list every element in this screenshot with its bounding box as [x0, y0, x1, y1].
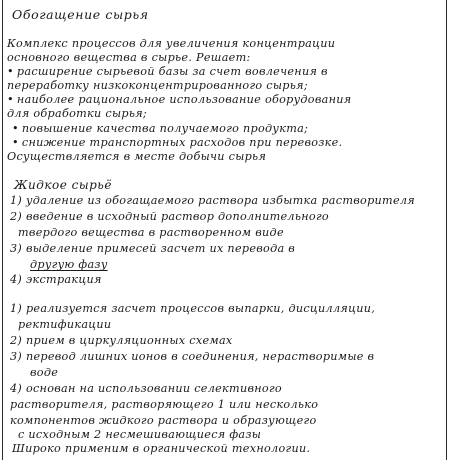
detail-line: ректификации — [18, 318, 112, 331]
intro-line: Комплекс процессов для увеличения концентрации — [7, 37, 336, 50]
liquid-heading: Жидкое сырьё — [14, 178, 112, 192]
intro-line: основного вещества в сырье. Решает: — [7, 51, 251, 64]
intro-bullet: • снижение транспортных расходов при перевозке. — [12, 136, 342, 150]
detail-line: растворителя, растворяющего 1 или несколько — [10, 398, 319, 411]
detail-line: 1) реализуется засчет процессов выпарки, дисцилляции, — [10, 302, 376, 315]
detail-line: 2) прием в циркуляционных схемах — [10, 334, 233, 347]
page-left-rule — [2, 0, 3, 460]
intro-bullet: • наиболее рациональное использование оборудования — [7, 93, 351, 107]
liquid-item: другую фазу — [30, 258, 108, 271]
liquid-item: 2) введение в исходный раствор дополнительного — [10, 210, 329, 223]
intro-bullet: • повышение качества получаемого продукта; — [12, 122, 308, 136]
intro-line: Осуществляется в месте добычи сырья — [7, 150, 267, 163]
liquid-item: 1) удаление из обогащаемого раствора избытка растворителя — [10, 194, 415, 207]
detail-line: компонентов жидкого раствора и образующего — [10, 414, 317, 427]
liquid-item: твердого вещества в растворенном виде — [18, 226, 284, 239]
page-title: Обогащение сырья — [12, 7, 149, 22]
intro-line: переработку низкоконцентрированного сырья; — [7, 79, 308, 92]
page-right-rule — [446, 0, 447, 460]
intro-line: для обработки сырья; — [7, 107, 147, 120]
intro-bullet: • расширение сырьевой базы за счет вовлечения в — [7, 65, 328, 79]
detail-line: воде — [30, 366, 59, 379]
detail-line: с исходным 2 несмешивающиеся фазы — [18, 428, 262, 441]
detail-line: 4) основан на использовании селективного — [10, 382, 282, 395]
detail-line: 3) перевод лишних ионов в соединения, нерастворимые в — [10, 350, 375, 363]
detail-line: Широко применим в органической технологии. — [12, 442, 311, 455]
liquid-item: 3) выделение примесей засчет их перевода в — [10, 242, 296, 255]
liquid-item: 4) экстракция — [10, 273, 102, 286]
